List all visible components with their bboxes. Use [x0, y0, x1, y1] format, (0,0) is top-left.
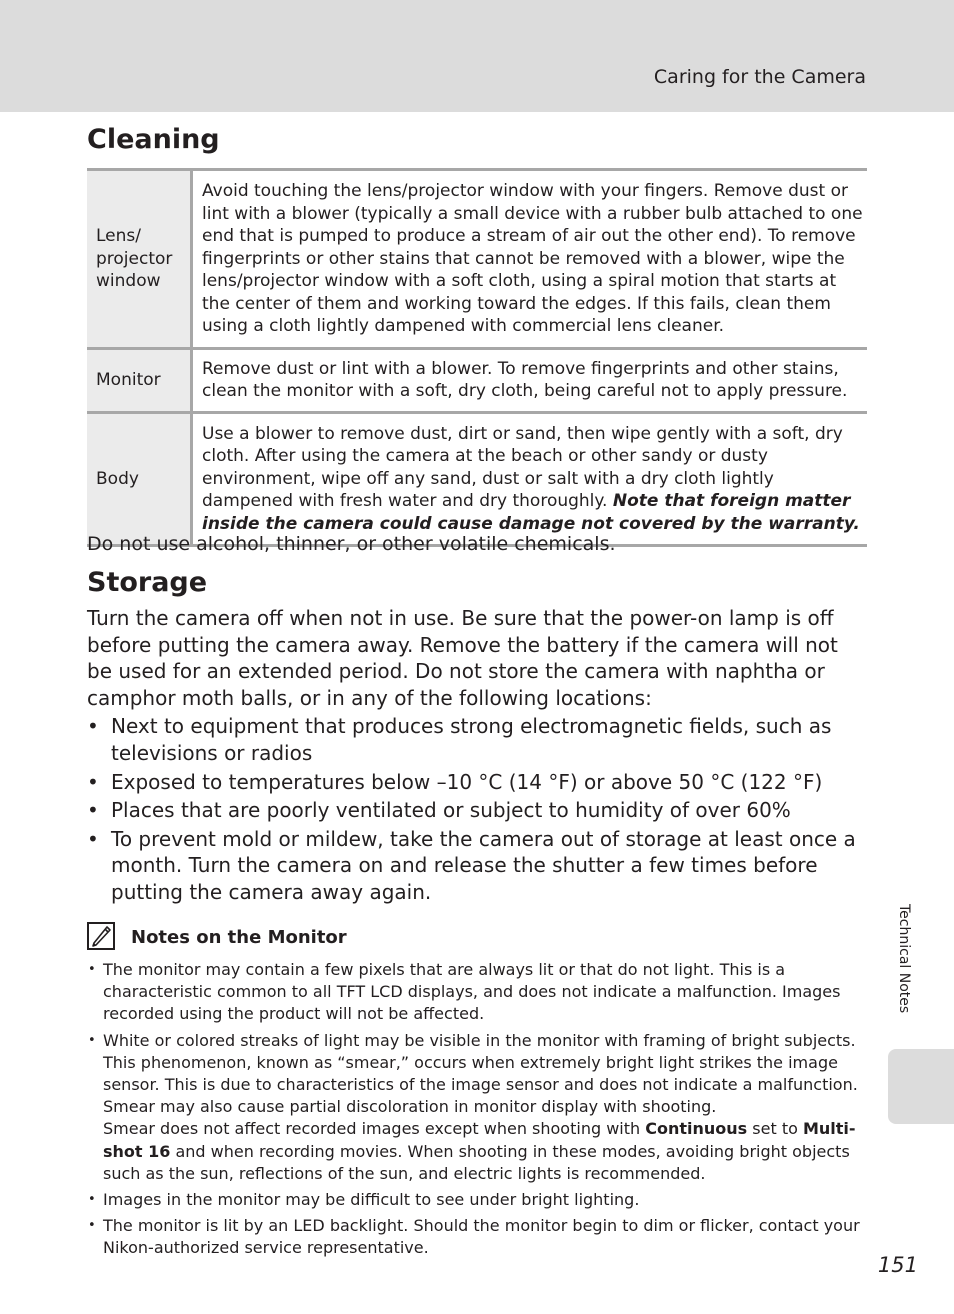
- table-row: [87, 412, 867, 546]
- bullet: •: [87, 769, 99, 794]
- storage-intro: Turn the camera off when not in use. Be sure that the power-on lamp is off before putting the camera away. Remove the battery if the camera will not be used for an extended period. Do not store the camera with naphtha or camphor moth balls, or in any of the following locations:: [87, 606, 838, 710]
- bullet: •: [87, 798, 99, 823]
- storage-locations-list: [87, 713, 869, 905]
- table-row: [87, 170, 867, 349]
- list-item: • The monitor may contain a few pixels that are always lit or that do not light. This is a characteristic common to all TFT LCD displays, and does not indicate a malfunction. Images recorded using the product will not be affected.: [88, 960, 841, 1024]
- bullet: •: [88, 1032, 96, 1048]
- chemicals-note: Do not use alcohol, thinner, or other volatile chemicals.: [87, 533, 616, 555]
- pencil-note-icon: [87, 922, 115, 950]
- smear-note: Smear does not affect recorded images except when shooting with Continuous set to Multi-shot 16 and when recording movies. When shooting in these modes, avoiding bright objects such as the sun, reflections of the sun, and electric lights is recommended.: [103, 1119, 856, 1183]
- bullet: •: [87, 714, 99, 739]
- side-section-label: Technical Notes: [896, 904, 912, 1014]
- warranty-warning: Note that foreign matter inside the camera could cause damage not covered by the warranty.: [202, 491, 860, 534]
- list-item: • To prevent mold or mildew, take the camera out of storage at least once a month. Turn the camera on and release the shutter a few times before putting the camera away again.: [87, 826, 856, 904]
- bullet: •: [87, 826, 99, 851]
- side-section-tab: [888, 1049, 954, 1124]
- bullet: •: [88, 962, 96, 977]
- monitor-notes-list: [87, 959, 865, 1264]
- list-item: • Exposed to temperatures below –10 °C (14 °F) or above 50 °C (122 °F): [87, 769, 823, 794]
- list-item: • White or colored streaks of light may be visible in the monitor with framing of bright subjects. This phenomenon, known as “smear,” occurs when extremely bright light strikes the image sensor. This is due to characteristics of the image sensor and does not indicate a malfunction. Smear may also cause partial discoloration in monitor display with shooting. Smear does not affect recorded images except when shooting with Continuous set to Multi-shot 16 and when recording movies. When shooting in these modes, avoiding bright objects such as the sun, reflections of the sun, and electric lights is recommended.: [88, 1030, 858, 1183]
- page-number: 151: [877, 1253, 918, 1277]
- notes-title: Notes on the Monitor: [131, 927, 347, 948]
- row-description: Remove dust or lint with a blower. To remove fingerprints and other stains, clean the monitor with a soft, dry cloth, being careful not to apply pressure.: [202, 358, 848, 401]
- row-description: Use a blower to remove dust, dirt or sand, then wipe gently with a soft, dry cloth. After using the camera at the beach or other sandy or dusty environment, wipe off any sand, dust or salt with a dry cloth lightly dampened with fresh water and dry thoroughly. Note that foreign matter inside the camera could cause damage not covered by the warranty.: [202, 423, 860, 534]
- cleaning-heading: Cleaning: [87, 124, 220, 155]
- bullet: •: [88, 1192, 96, 1208]
- storage-section: [87, 605, 869, 906]
- list-item: • Next to equipment that produces strong electromagnetic fields, such as televisions or radios: [87, 714, 832, 765]
- bullet: •: [88, 1218, 96, 1234]
- row-label: Monitor: [87, 348, 192, 412]
- header-band: [0, 0, 954, 112]
- list-item: • Images in the monitor may be difficult to see under bright lighting.: [87, 1189, 865, 1211]
- table-row: [87, 348, 867, 412]
- row-label: Body: [87, 412, 192, 546]
- section-header-title: Caring for the Camera: [653, 66, 866, 88]
- storage-heading: Storage: [87, 567, 208, 598]
- row-description: Avoid touching the lens/projector window with your fingers. Remove dust or lint with a blower (typically a small device with a rubber bulb attached to one end that is pumped to produce a stream of air out the other end). To remove fingerprints or other stains that cannot be removed with a blower, wipe the lens/projector window with a soft cloth, using a spiral motion that starts at the center of them and working toward the edges. If this fails, clean them using a cloth lightly dampened with commercial lens cleaner.: [202, 181, 863, 336]
- list-item: • The monitor is lit by an LED backlight. Should the monitor begin to dim or flicker, contact your Nikon-authorized service representative.: [88, 1216, 860, 1258]
- list-item: • Places that are poorly ventilated or subject to humidity of over 60%: [87, 798, 791, 823]
- row-label: Lens/ projector window: [87, 170, 192, 349]
- cleaning-table: [87, 168, 867, 547]
